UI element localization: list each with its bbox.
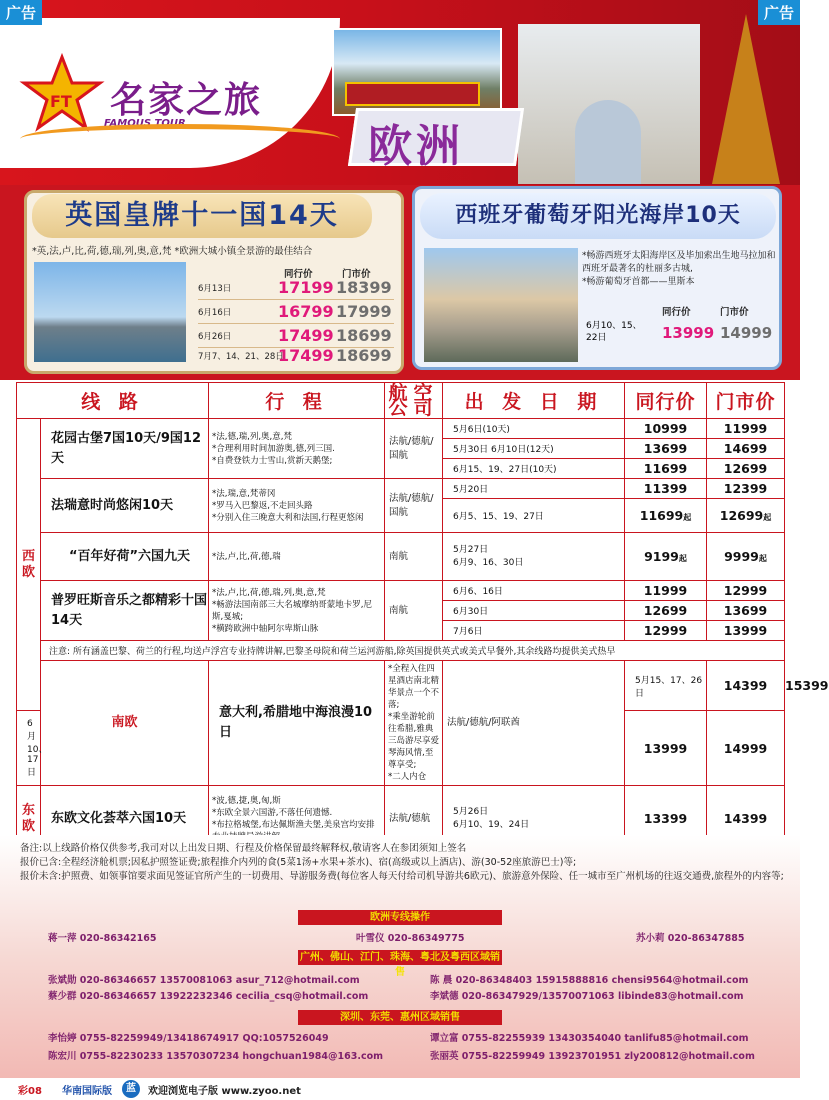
contact-entry: 谭立富 0755-82255939 13430354040 tanlifu85@hotmail.com [430, 1033, 749, 1044]
sales-bar-guangzhou: 广州、佛山、江门、珠海、粤北及粤西区域销售 [300, 952, 500, 978]
retail-price: 13999 [707, 621, 785, 641]
promo-spain-date: 6月10、15、22日 [586, 321, 642, 343]
route-name: 意大利,希腊地中海浪漫10日 [209, 661, 385, 786]
trade-price: 11699起 [625, 499, 707, 533]
contact-entry: 李斌德 020-86347929/13570071063 libinde83@hotmail.com [430, 991, 744, 1002]
price-row: 6月26日 17499 18699 [198, 326, 394, 348]
edition-icon: 蓝 [122, 1080, 140, 1098]
route-airline: 南航 [385, 533, 443, 581]
table-row: 南欧 意大利,希腊地中海浪漫10日 *全程入住四星酒店南北精华景点一个不落; *乘坐游轮前往希腊,雅典三岛游尽享爱琴海风情,至尊享受; *二人内仓 法航/德航/阿联酋 5月15、17、26日 14399 15399 [17, 661, 785, 711]
trade-price: 12699 [625, 601, 707, 621]
departure-date: 5月30日 6月10日(12天) [443, 439, 625, 459]
retail-price: 14399 [707, 786, 785, 852]
contact-entry: 苏小莉 020-86347885 [636, 933, 745, 944]
star-logo-icon [22, 55, 102, 131]
table-row [17, 419, 785, 439]
trade-price: 11699 [625, 459, 707, 479]
header-retail: 门市价 [707, 383, 785, 419]
arch-opening [575, 100, 641, 184]
sales-bar-shenzhen: 深圳、东莞、惠州区域销售 [298, 1010, 502, 1025]
departure-date: 5月26日 6月10、19、24日 [443, 786, 625, 852]
departure-date: 6月10、17日 [17, 711, 41, 786]
contact-entry: 蔡少群 020-86346657 13922232346 cecilia_csq@hotmail.com [48, 991, 369, 1002]
trade-price: 10999 [625, 419, 707, 439]
routes-section [16, 381, 829, 852]
tower-bridge-photo [34, 262, 186, 362]
lisbon-fountain-photo [424, 248, 578, 362]
departure-date: 6月15、19、27日(10天) [443, 459, 625, 479]
region-west: 西欧 [17, 419, 41, 711]
promo-uk-subtitle: *英,法,卢,比,荷,德,瑞,列,奥,意,梵 *欧洲大城小镇全景游的最佳结合 [32, 246, 313, 257]
header-airline: 航空公司 [385, 383, 443, 419]
departure-date: 7月6日 [443, 621, 625, 641]
contact-entry: 叶雪仪 020-86349775 [356, 933, 465, 944]
retail-price: 13699 [707, 601, 785, 621]
remark-excluded: 报价未含:护照费、如领事馆要求面见签证官所产生的一切费用、导游服务费(每位客人每天付给司机导游共6欧元)、旅游意外保险、任一城市至广州机场的往返交通费,旅程外的内容等; [20, 871, 784, 882]
trade-price: 11399 [625, 479, 707, 499]
route-itinerary: *波,德,捷,奥,匈,斯 *东欧全景六国游,不落任何遗憾. *布拉格城堡,布达佩斯渔夫堡,美泉宫均安排 [209, 786, 385, 852]
trade-price: 11999 [625, 581, 707, 601]
price-row: 6月16日 16799 17999 [198, 302, 394, 324]
departure-date: 5月27日 6月9、16、30日 [443, 533, 625, 581]
route-airline: 法航/德航/国航 [385, 479, 443, 533]
contact-entry: 陈 晨 020-86348403 15915888816 chensi9564@hotmail.com [430, 975, 749, 986]
contact-entry: 张丽英 0755-82259949 13923701951 zly200812@hotmail.com [430, 1051, 755, 1062]
departure-date: 5月6日(10天) [443, 419, 625, 439]
retail-price: 12699起 [707, 499, 785, 533]
ad-tag-right: 广告 [758, 0, 800, 25]
route-name: 东欧文化荟萃六国10天 [41, 786, 209, 852]
logo-mark: FT [50, 92, 72, 111]
departure-date: 6月6、16日 [443, 581, 625, 601]
col-trade: 同行价 [284, 269, 313, 280]
trade-price: 14399 [707, 661, 785, 711]
table-note: 注意: 所有涵盖巴黎、荷兰的行程,均送卢浮宫专业持牌讲解,巴黎圣母院和荷兰运河游船,除英国提供英式或美式早餐外,其余线路均提供美式热早 [41, 641, 785, 661]
promo-uk-title: 英国皇牌十一国14天 [32, 194, 372, 238]
route-name: 法瑞意时尚悠闲10天 [41, 479, 209, 533]
route-name: “百年好荷”六国九天 [41, 533, 209, 581]
retail-price: 14999 [707, 711, 785, 786]
route-itinerary: *法,瑞,意,梵蒂冈 *罗马入巴黎返,不走回头路 *分别入住三晚意大利和法国,行程更悠闲 [209, 479, 385, 533]
departure-date: 5月15、17、26日 [625, 661, 707, 711]
route-itinerary: *法,德,瑞,列,奥,意,梵 *合理利用时间加游奥,德,列三国. *自费登铁力士雪山,赏新天鹅堡; [209, 419, 385, 479]
col-retail: 门市价 [342, 269, 371, 280]
table-row [17, 641, 785, 661]
table-row [17, 533, 785, 581]
ad-tag-left: 广告 [0, 0, 42, 25]
routes-table [16, 381, 829, 852]
table-row [17, 581, 785, 601]
retail-price: 9999起 [707, 533, 785, 581]
edition-name: 华南国际版 [62, 1086, 112, 1097]
route-name: 花园古堡7国10天/9国12天 [41, 419, 209, 479]
promo-uk-prices [198, 262, 394, 366]
remark-included: 报价已含:全程经济舱机票;因私护照签证费;旅程推介内列的食(5菜1汤+水果+茶水)、宿(高级或以上酒店)、游(30-52座旅游巴士)等; [20, 857, 577, 868]
promo-spain-title: 西班牙葡萄牙阳光海岸10天 [420, 193, 776, 239]
logo-swoosh [20, 124, 340, 154]
website-link[interactable]: 欢迎浏览电子版 www.zyoo.net [148, 1086, 301, 1097]
contact-entry: 蒋一萍 020-86342165 [48, 933, 157, 944]
promo-spain-desc: *畅游西班牙太阳海岸区及毕加索出生地马拉加和西班牙最著名的杜丽多古城, *畅游葡萄牙首都——里斯本 [582, 251, 776, 287]
remarks [20, 842, 790, 884]
retail-price: 11999 [707, 419, 785, 439]
retail-price: 12399 [707, 479, 785, 499]
logo-text: 名家之旅 [110, 79, 263, 121]
route-name: 普罗旺斯音乐之都精彩十国14天 [41, 581, 209, 641]
table-row [17, 479, 785, 499]
train-photo [345, 82, 480, 106]
route-airline: 法航/德航 [385, 786, 443, 852]
price-row: 7月7、14、21、28日 17499 18699 [198, 346, 392, 365]
trade-price: 13399 [625, 786, 707, 852]
col-trade: 同行价 [662, 307, 691, 318]
region-south: 南欧 [41, 661, 209, 786]
remark-line: 备注:以上线路价格仅供参考,我司对以上出发日期、行程及价格保留最终解释权,敬请客人在参团须知上签名 [20, 843, 467, 854]
route-itinerary: *法,卢,比,荷,德,瑞,列,奥,意,梵 *畅游法国南部三大名城摩纳哥蒙地卡罗,尼斯,戛城; *横跨欧洲中轴阿尔卑斯山脉 [209, 581, 385, 641]
price-row: 6月13日 17199 18399 [198, 278, 394, 300]
departure-date: 6月30日 [443, 601, 625, 621]
contact-entry: 李怡婷 0755-82259949/13418674917 QQ:1057526049 [48, 1033, 329, 1044]
logo-english: FAMOUS TOUR [104, 118, 186, 129]
promo-spain-retail: 14999 [720, 324, 773, 342]
promo-spain-trade: 13999 [662, 324, 715, 342]
eiffel-tower-photo [712, 14, 780, 184]
header-banner [0, 0, 800, 185]
page-number: 彩08 [18, 1086, 42, 1097]
route-airline: 法航/德航/国航 [385, 419, 443, 479]
departure-date: 5月20日 [443, 479, 625, 499]
table-header-row [17, 383, 785, 419]
trade-price: 12999 [625, 621, 707, 641]
trade-price: 9199起 [625, 533, 707, 581]
route-airline: 南航 [385, 581, 443, 641]
departure-date: 6月5、15、19、27日 [443, 499, 625, 533]
header-itinerary: 行 程 [209, 383, 385, 419]
header-trade: 同行价 [625, 383, 707, 419]
destination-title: 欧洲 [368, 121, 464, 172]
contact-entry: 陈宏川 0755-82230233 13570307234 hongchuan1984@163.com [48, 1051, 384, 1062]
header-departure: 出 发 日 期 [443, 383, 625, 419]
retail-price: 12699 [707, 459, 785, 479]
retail-price: 14699 [707, 439, 785, 459]
page-footer [0, 1078, 800, 1100]
trade-price: 13999 [625, 711, 707, 786]
sales-bar-europe: 欧洲专线操作 [298, 910, 502, 925]
route-airline: 法航/德航/阿联酋 [443, 661, 625, 786]
header-route: 线 路 [17, 383, 209, 419]
col-retail: 门市价 [720, 307, 749, 318]
route-itinerary: *法,卢,比,荷,德,瑞 [209, 533, 385, 581]
region-east: 东欧 [17, 786, 41, 852]
contact-entry: 张斌勋 020-86346657 13570081063 asur_712@hotmail.com [48, 975, 360, 986]
promo-spain-prices [586, 304, 776, 354]
retail-price: 12999 [707, 581, 785, 601]
route-itinerary: *全程入住四星酒店南北精华景点一个不落; *乘坐游轮前往希腊,雅典三岛游尽享爱琴海风情,至尊享受; *二人内仓 [385, 661, 443, 786]
trade-price: 13699 [625, 439, 707, 459]
